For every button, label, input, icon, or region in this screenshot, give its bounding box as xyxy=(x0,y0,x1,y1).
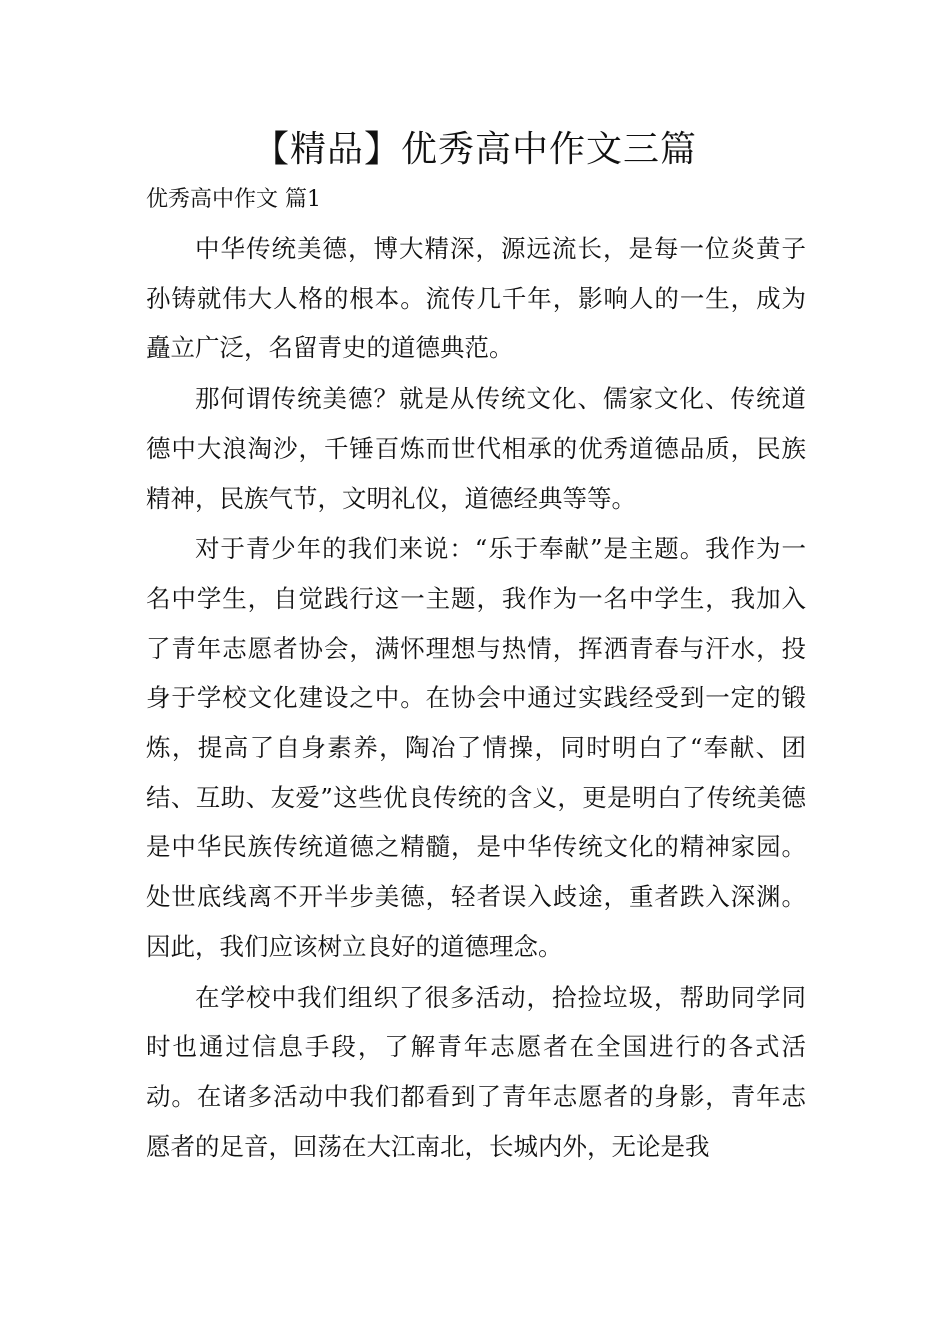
article-body xyxy=(146,224,806,1171)
paragraph-3: 对于青少年的我们来说：“乐于奉献”是主题。我作为一名中学生，自觉践行这一主题，我作为一名中学生，我加入了青年志愿者协会，满怀理想与热情，挥洒青春与汗水，投身于学校文化建设之中。在协会中通过实践经受到一定的锻炼，提高了自身素养，陶冶了情操，同时明白了“奉献、团结、互助、友爱”这些优良传统的含义，更是明白了传统美德是中华民族传统道德之精髓，是中华传统文化的精神家园。处世底线离不开半步美德，轻者误入歧途，重者跌入深渊。因此，我们应该树立良好的道德理念。 xyxy=(146,534,806,961)
document-title: 【精品】优秀高中作文三篇 xyxy=(252,129,697,170)
paragraph-2: 那何谓传统美德？就是从传统文化、儒家文化、传统道德中大浪淘沙，千锤百炼而世代相承的优秀道德品质，民族精神，民族气节，文明礼仪，道德经典等等。 xyxy=(146,384,806,513)
section-heading: 优秀高中作文 篇1 xyxy=(146,187,321,212)
paragraph-1: 中华传统美德，博大精深，源远流长，是每一位炎黄子孙铸就伟大人格的根本。流传几千年，影响人的一生，成为矗立广泛，名留青史的道德典范。 xyxy=(146,234,806,363)
paragraph-4: 在学校中我们组织了很多活动，拾捡垃圾，帮助同学同时也通过信息手段，了解青年志愿者在全国进行的各式活动。在诸多活动中我们都看到了青年志愿者的身影，青年志愿者的足音，回荡在大江南北，长城内外，无论是我 xyxy=(146,982,806,1161)
